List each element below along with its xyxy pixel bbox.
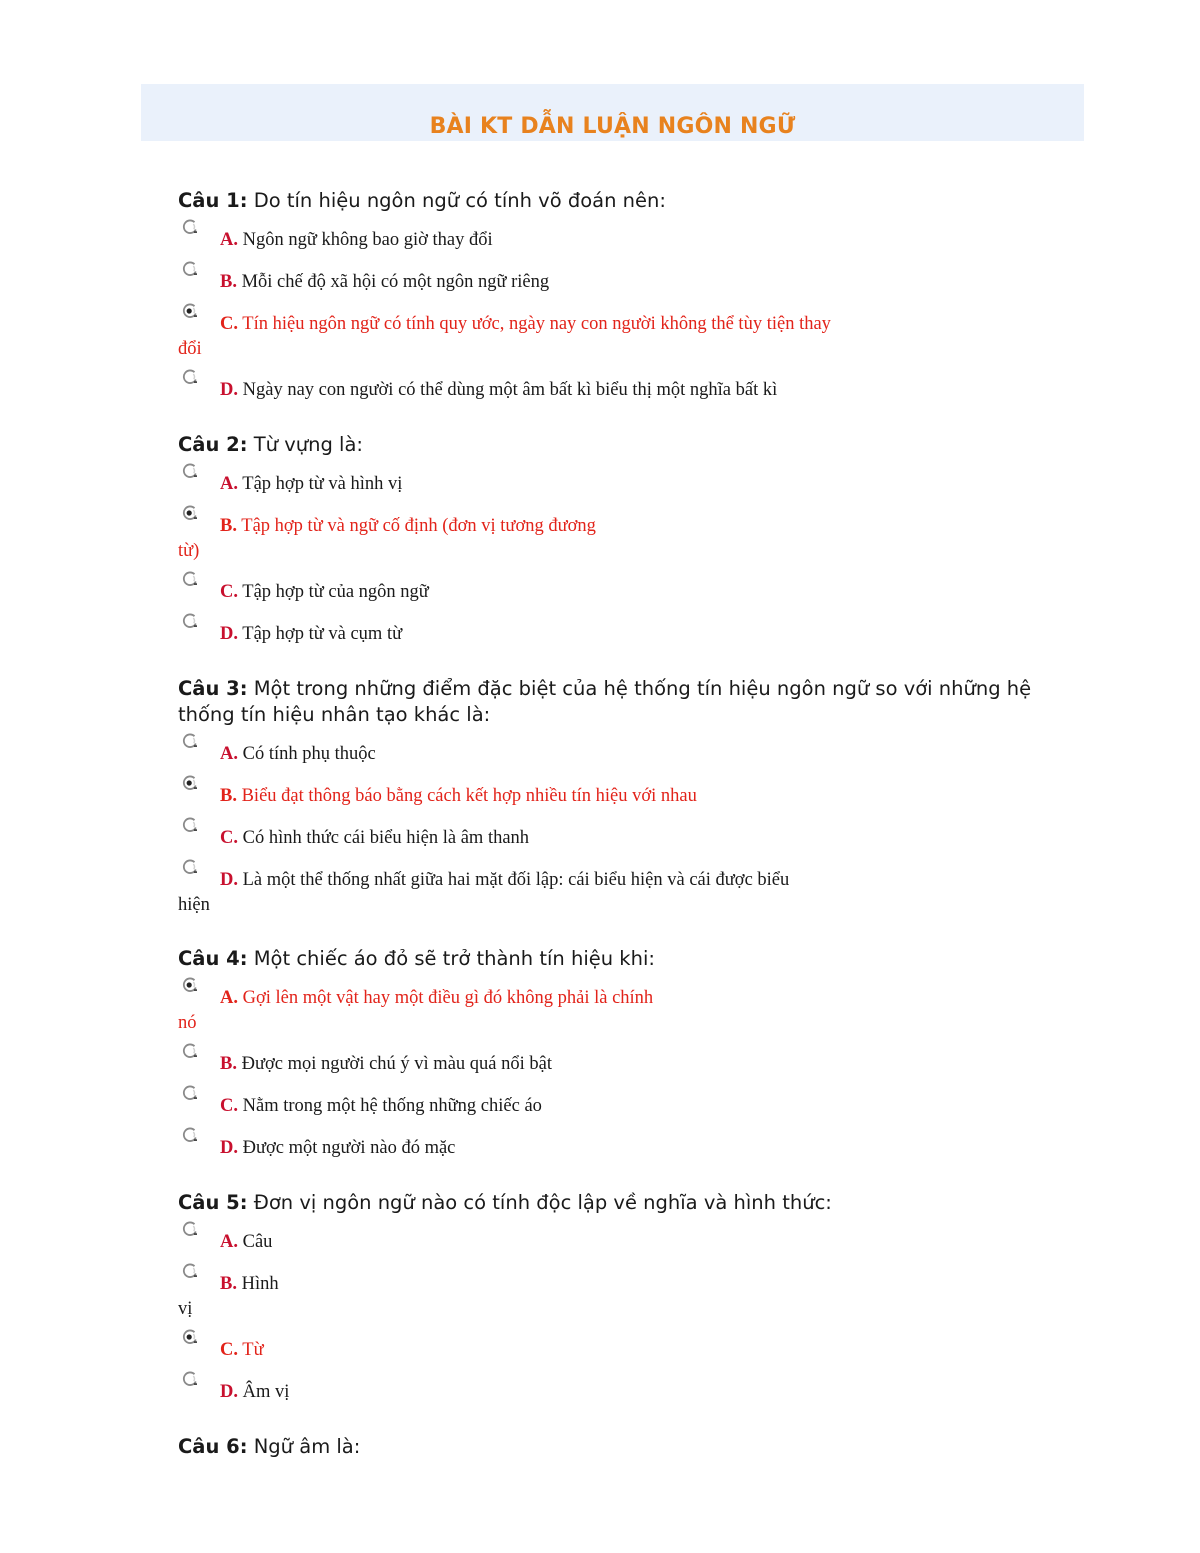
radio-selected-icon[interactable] bbox=[181, 976, 199, 994]
radio-empty-icon[interactable] bbox=[181, 368, 199, 386]
question-spacer bbox=[178, 1170, 1038, 1190]
option-text: Tập hợp từ và hình vị bbox=[242, 474, 403, 494]
answer-option[interactable] bbox=[178, 1086, 1038, 1126]
option-letter: B. bbox=[220, 272, 237, 292]
question-label: Câu 1: bbox=[178, 189, 248, 212]
answer-option[interactable] bbox=[178, 978, 1038, 1042]
question-prompt: Một trong những điểm đặc biệt của hệ thống tín hiệu ngôn ngữ so với những hệ thống tín hiệu nhân tạo khác là: bbox=[178, 677, 1032, 726]
question-spacer bbox=[178, 656, 1038, 676]
question bbox=[178, 1190, 1038, 1412]
answer-option[interactable] bbox=[178, 860, 1038, 924]
radio-empty-icon[interactable] bbox=[181, 218, 199, 236]
option-letter: B. bbox=[220, 516, 237, 536]
question bbox=[178, 946, 1038, 1168]
option-letter: A. bbox=[220, 744, 238, 764]
radio-empty-icon[interactable] bbox=[181, 1220, 199, 1238]
option-text-continuation: đổi bbox=[178, 339, 202, 359]
option-text-continuation: vị bbox=[178, 1299, 193, 1319]
answer-option[interactable] bbox=[178, 304, 1038, 368]
question bbox=[178, 1434, 1038, 1460]
answer-option[interactable] bbox=[178, 1128, 1038, 1168]
question-text bbox=[178, 188, 1038, 214]
option-letter: D. bbox=[220, 624, 238, 644]
radio-empty-icon[interactable] bbox=[181, 260, 199, 278]
question-label: Câu 2: bbox=[178, 433, 248, 456]
option-text: Được mọi người chú ý vì màu quá nổi bật bbox=[241, 1054, 552, 1074]
question-text bbox=[178, 1190, 1038, 1216]
option-text: Có tính phụ thuộc bbox=[242, 744, 376, 764]
radio-selected-icon[interactable] bbox=[181, 774, 199, 792]
question-prompt: Một chiếc áo đỏ sẽ trở thành tín hiệu khi: bbox=[253, 947, 655, 970]
option-letter: D. bbox=[220, 1138, 238, 1158]
radio-empty-icon[interactable] bbox=[181, 612, 199, 630]
question-prompt: Do tín hiệu ngôn ngữ có tính võ đoán nên: bbox=[253, 189, 666, 212]
option-letter: A. bbox=[220, 474, 238, 494]
radio-empty-icon[interactable] bbox=[181, 1370, 199, 1388]
answer-option[interactable] bbox=[178, 370, 1038, 410]
option-letter: B. bbox=[220, 786, 237, 806]
option-text: Biểu đạt thông báo bằng cách kết hợp nhiều tín hiệu với nhau bbox=[241, 786, 697, 806]
answer-option[interactable] bbox=[178, 506, 1038, 570]
question-label: Câu 5: bbox=[178, 1191, 248, 1214]
option-letter: D. bbox=[220, 870, 238, 890]
question-spacer bbox=[178, 1414, 1038, 1434]
radio-empty-icon[interactable] bbox=[181, 858, 199, 876]
option-text: Là một thể thống nhất giữa hai mặt đối lập: cái biểu hiện và cái được biểu bbox=[242, 870, 790, 890]
radio-empty-icon[interactable] bbox=[181, 1042, 199, 1060]
option-text: Âm vị bbox=[242, 1382, 290, 1402]
answer-option[interactable] bbox=[178, 614, 1038, 654]
radio-selected-icon[interactable] bbox=[181, 302, 199, 320]
option-text: Tập hợp từ và cụm từ bbox=[242, 624, 403, 644]
option-text: Gợi lên một vật hay một điều gì đó không phải là chính bbox=[242, 988, 654, 1008]
answer-option[interactable] bbox=[178, 464, 1038, 504]
answer-option[interactable] bbox=[178, 1372, 1038, 1412]
option-letter: C. bbox=[220, 1340, 238, 1360]
radio-empty-icon[interactable] bbox=[181, 732, 199, 750]
question bbox=[178, 188, 1038, 410]
option-letter: B. bbox=[220, 1274, 237, 1294]
option-letter: C. bbox=[220, 582, 238, 602]
radio-empty-icon[interactable] bbox=[181, 1084, 199, 1102]
option-letter: D. bbox=[220, 1382, 238, 1402]
option-letter: A. bbox=[220, 1232, 238, 1252]
answer-option[interactable] bbox=[178, 734, 1038, 774]
radio-selected-icon[interactable] bbox=[181, 504, 199, 522]
option-text: Mỗi chế độ xã hội có một ngôn ngữ riêng bbox=[241, 272, 550, 292]
option-text: Tập hợp từ của ngôn ngữ bbox=[242, 582, 429, 602]
question-prompt: Từ vựng là: bbox=[253, 433, 363, 456]
question-text bbox=[178, 432, 1038, 458]
answer-option[interactable] bbox=[178, 1264, 1038, 1328]
answer-option[interactable] bbox=[178, 776, 1038, 816]
question-label: Câu 3: bbox=[178, 677, 248, 700]
question-text bbox=[178, 676, 1038, 728]
question-prompt: Ngữ âm là: bbox=[253, 1435, 361, 1458]
radio-empty-icon[interactable] bbox=[181, 1262, 199, 1280]
radio-empty-icon[interactable] bbox=[181, 570, 199, 588]
option-letter: D. bbox=[220, 380, 238, 400]
question-text bbox=[178, 1434, 1038, 1460]
option-text-continuation: nó bbox=[178, 1013, 197, 1033]
option-letter: C. bbox=[220, 314, 238, 334]
answer-option[interactable] bbox=[178, 818, 1038, 858]
question-prompt: Đơn vị ngôn ngữ nào có tính độc lập về nghĩa và hình thức: bbox=[253, 1191, 832, 1214]
question-spacer bbox=[178, 926, 1038, 946]
radio-selected-icon[interactable] bbox=[181, 1328, 199, 1346]
answer-option[interactable] bbox=[178, 1222, 1038, 1262]
answer-option[interactable] bbox=[178, 1044, 1038, 1084]
option-text: Tín hiệu ngôn ngữ có tính quy ước, ngày nay con người không thể tùy tiện thay bbox=[242, 314, 831, 334]
radio-empty-icon[interactable] bbox=[181, 1126, 199, 1144]
answer-option[interactable] bbox=[178, 220, 1038, 260]
option-text: Tập hợp từ và ngữ cố định (đơn vị tương đương bbox=[241, 516, 596, 536]
radio-empty-icon[interactable] bbox=[181, 816, 199, 834]
option-letter: C. bbox=[220, 828, 238, 848]
option-text: Ngày nay con người có thể dùng một âm bất kì biểu thị một nghĩa bất kì bbox=[242, 380, 778, 400]
option-text: Nằm trong một hệ thống những chiếc áo bbox=[242, 1096, 542, 1116]
answer-option[interactable] bbox=[178, 572, 1038, 612]
quiz-content bbox=[178, 188, 1038, 1466]
option-text: Câu bbox=[242, 1232, 273, 1252]
question-label: Câu 4: bbox=[178, 947, 248, 970]
option-text: Được một người nào đó mặc bbox=[242, 1138, 456, 1158]
option-text: Hình bbox=[241, 1274, 279, 1294]
document-title: BÀI KT DẪN LUẬN NGÔN NGỮ bbox=[429, 114, 796, 139]
option-text-continuation: từ) bbox=[178, 541, 200, 561]
option-letter: B. bbox=[220, 1054, 237, 1074]
option-text: Từ bbox=[242, 1340, 264, 1360]
option-letter: A. bbox=[220, 988, 238, 1008]
option-text: Có hình thức cái biểu hiện là âm thanh bbox=[242, 828, 530, 848]
option-letter: C. bbox=[220, 1096, 238, 1116]
question-spacer bbox=[178, 412, 1038, 432]
option-text-continuation: hiện bbox=[178, 895, 210, 915]
option-text: Ngôn ngữ không bao giờ thay đổi bbox=[242, 230, 493, 250]
question bbox=[178, 432, 1038, 654]
answer-option[interactable] bbox=[178, 1330, 1038, 1370]
answer-option[interactable] bbox=[178, 262, 1038, 302]
option-letter: A. bbox=[220, 230, 238, 250]
question bbox=[178, 676, 1038, 924]
question-text bbox=[178, 946, 1038, 972]
question-label: Câu 6: bbox=[178, 1435, 248, 1458]
radio-empty-icon[interactable] bbox=[181, 462, 199, 480]
